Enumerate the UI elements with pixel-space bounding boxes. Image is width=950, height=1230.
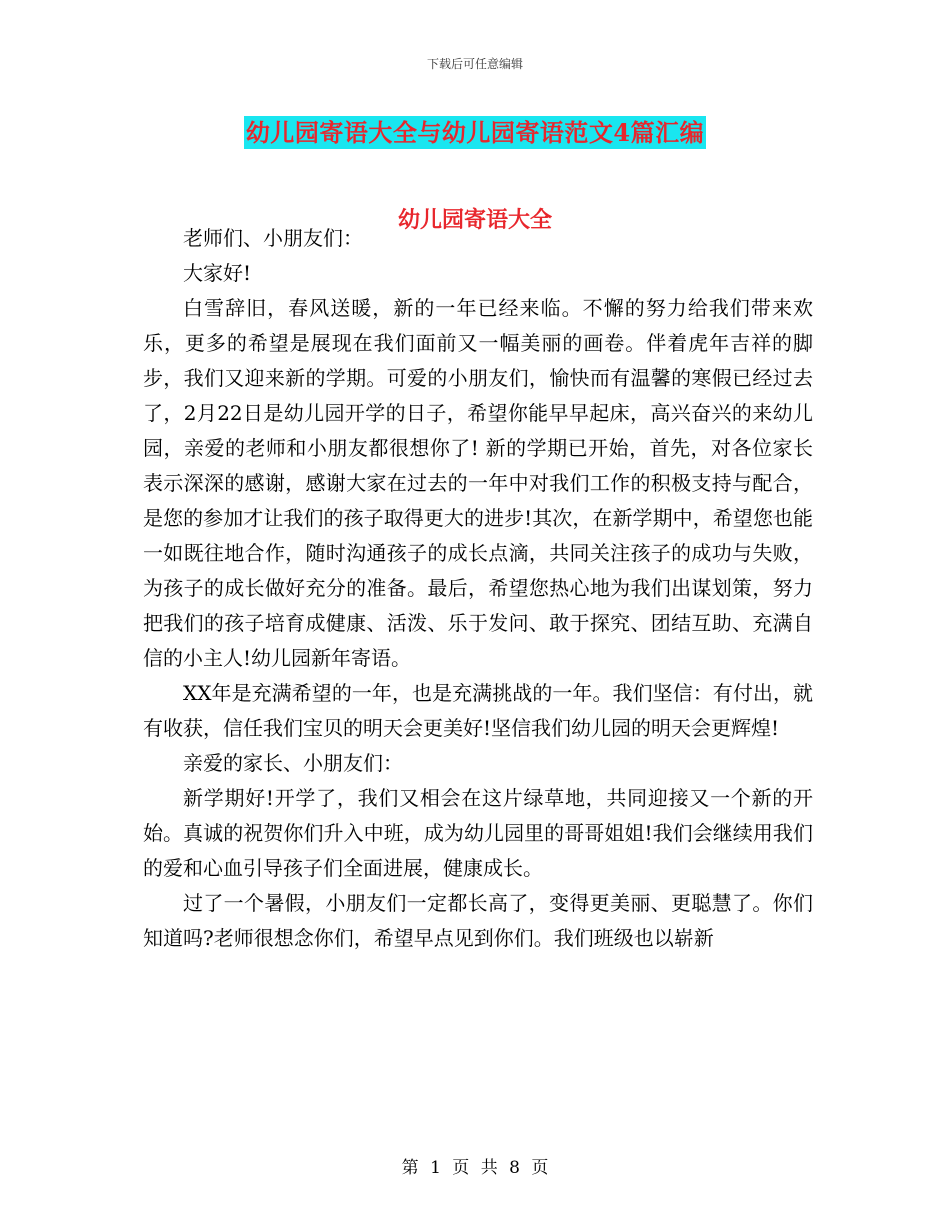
paragraph: 大家好! [183, 261, 252, 285]
paragraph: 老师们、小朋友们： [183, 226, 363, 250]
paragraph: 白雪辞旧，春风送暖，新的一年已经来临。不懈的努力给我们带来欢乐，更多的希望是展现在我们面前又一幅美丽的画卷。伴着虎年吉祥的脚步，我们又迎来新的学期。可爱的小朋友们，愉快而有温馨的寒假已经过去了，2月22日是幼儿园开学的日子，希望你能早早起床，高兴奋兴的来幼儿园，亲爱的老师和小朋友都很想你了! 新的学期已开始，首先，对各位家长表示深深的感谢，感谢大家在过去的一年中对我们工作的积极支持与配合，是您的参加才让我们的孩子取得更大的进步!其次，在新学期中，希望您也能一如既往地合作，随时沟通孩子的成长点滴，共同关注孩子的成功与失败，为孩子的成长做好充分的准备。最后，希望您热心地为我们出谋划策，努力把我们的孩子培育成健康、活泼、乐于发问、敢于探究、团结互助、充满自信的小主人!幼儿园新年寄语。 [143, 296, 813, 670]
body-text [143, 221, 813, 956]
paragraph: XX年是充满希望的一年，也是充满挑战的一年。我们坚信：有付出，就有收获，信任我们宝贝的明天会更美好!坚信我们幼儿园的明天会更辉煌! [143, 681, 813, 740]
page-header-note: 下载后可任意编辑 [426, 57, 523, 71]
page-footer: 第 1 页 共 8 页 [401, 1158, 549, 1178]
paragraph: 亲爱的家长、小朋友们： [183, 751, 403, 775]
paragraph: 过了一个暑假，小朋友们一定都长高了，变得更美丽、更聪慧了。你们知道吗?老师很想念你们，希望早点见到你们。我们班级也以崭新 [143, 891, 813, 950]
document-title-wrapper [0, 113, 950, 148]
document-title: 幼儿园寄语大全与幼儿园寄语范文4篇汇编 [245, 118, 705, 147]
paragraph: 新学期好!开学了，我们又相会在这片绿草地，共同迎接又一个新的开始。真诚的祝贺你们升入中班，成为幼儿园里的哥哥姐姐!我们会继续用我们的爱和心血引导孩子们全面进展，健康成长。 [143, 786, 813, 880]
section-title: 幼儿园寄语大全 [397, 207, 552, 233]
